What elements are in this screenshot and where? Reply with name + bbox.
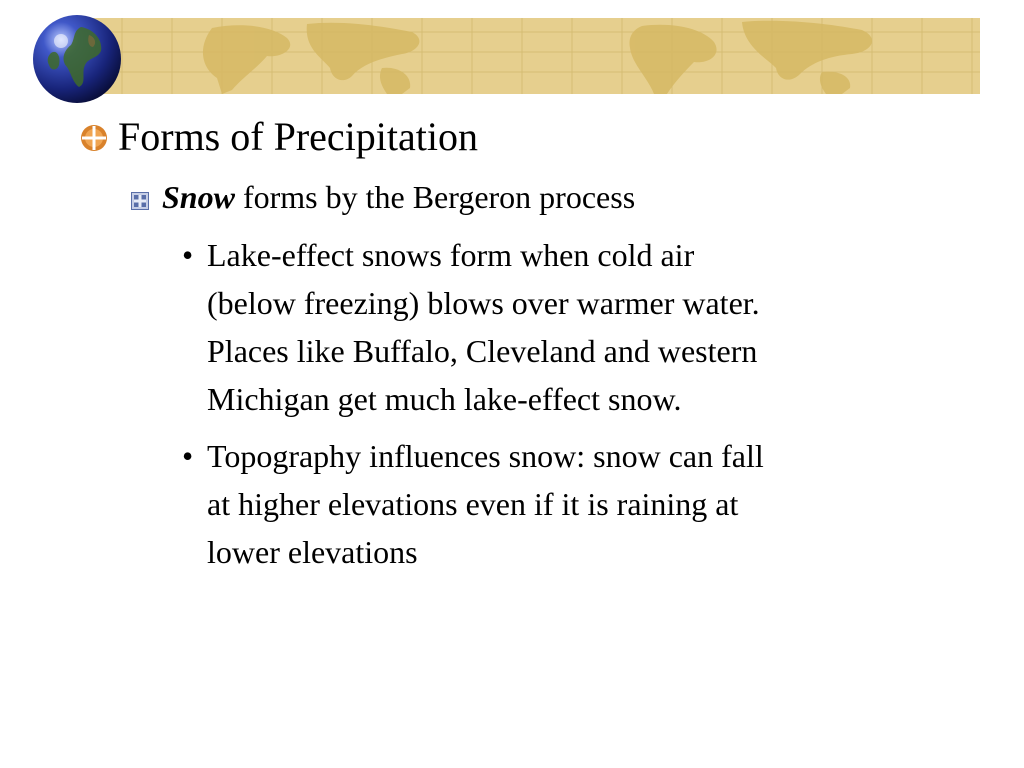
- bullet-1-line-2: (below freezing) blows over warmer water.: [207, 285, 760, 321]
- subheading-rest: forms by the Bergeron process: [234, 179, 636, 215]
- slide-heading: Forms of Precipitation: [118, 114, 478, 159]
- bullet-2-line-2: at higher elevations even if it is raining at: [207, 486, 739, 522]
- bullet-1-line-1: Lake-effect snows form when cold air: [207, 237, 695, 273]
- orange-crosshair-bullet-icon: [80, 124, 108, 157]
- blue-square-bullet-icon: [131, 192, 149, 215]
- header-map-banner: [82, 18, 980, 94]
- bullet-1-line-3: Places like Buffalo, Cleveland and western: [207, 333, 758, 369]
- bullet-marker: •: [182, 237, 194, 273]
- bullet-2-line-1: Topography influences snow: snow can fall: [207, 438, 764, 474]
- globe-logo: [31, 13, 123, 105]
- subheading-emphasis: Snow: [162, 179, 235, 215]
- bullet-1-line-4: Michigan get much lake-effect snow.: [207, 381, 682, 417]
- bullet-2-line-3: lower elevations: [207, 534, 418, 570]
- subheading: [162, 181, 635, 213]
- bullet-marker: •: [182, 438, 194, 474]
